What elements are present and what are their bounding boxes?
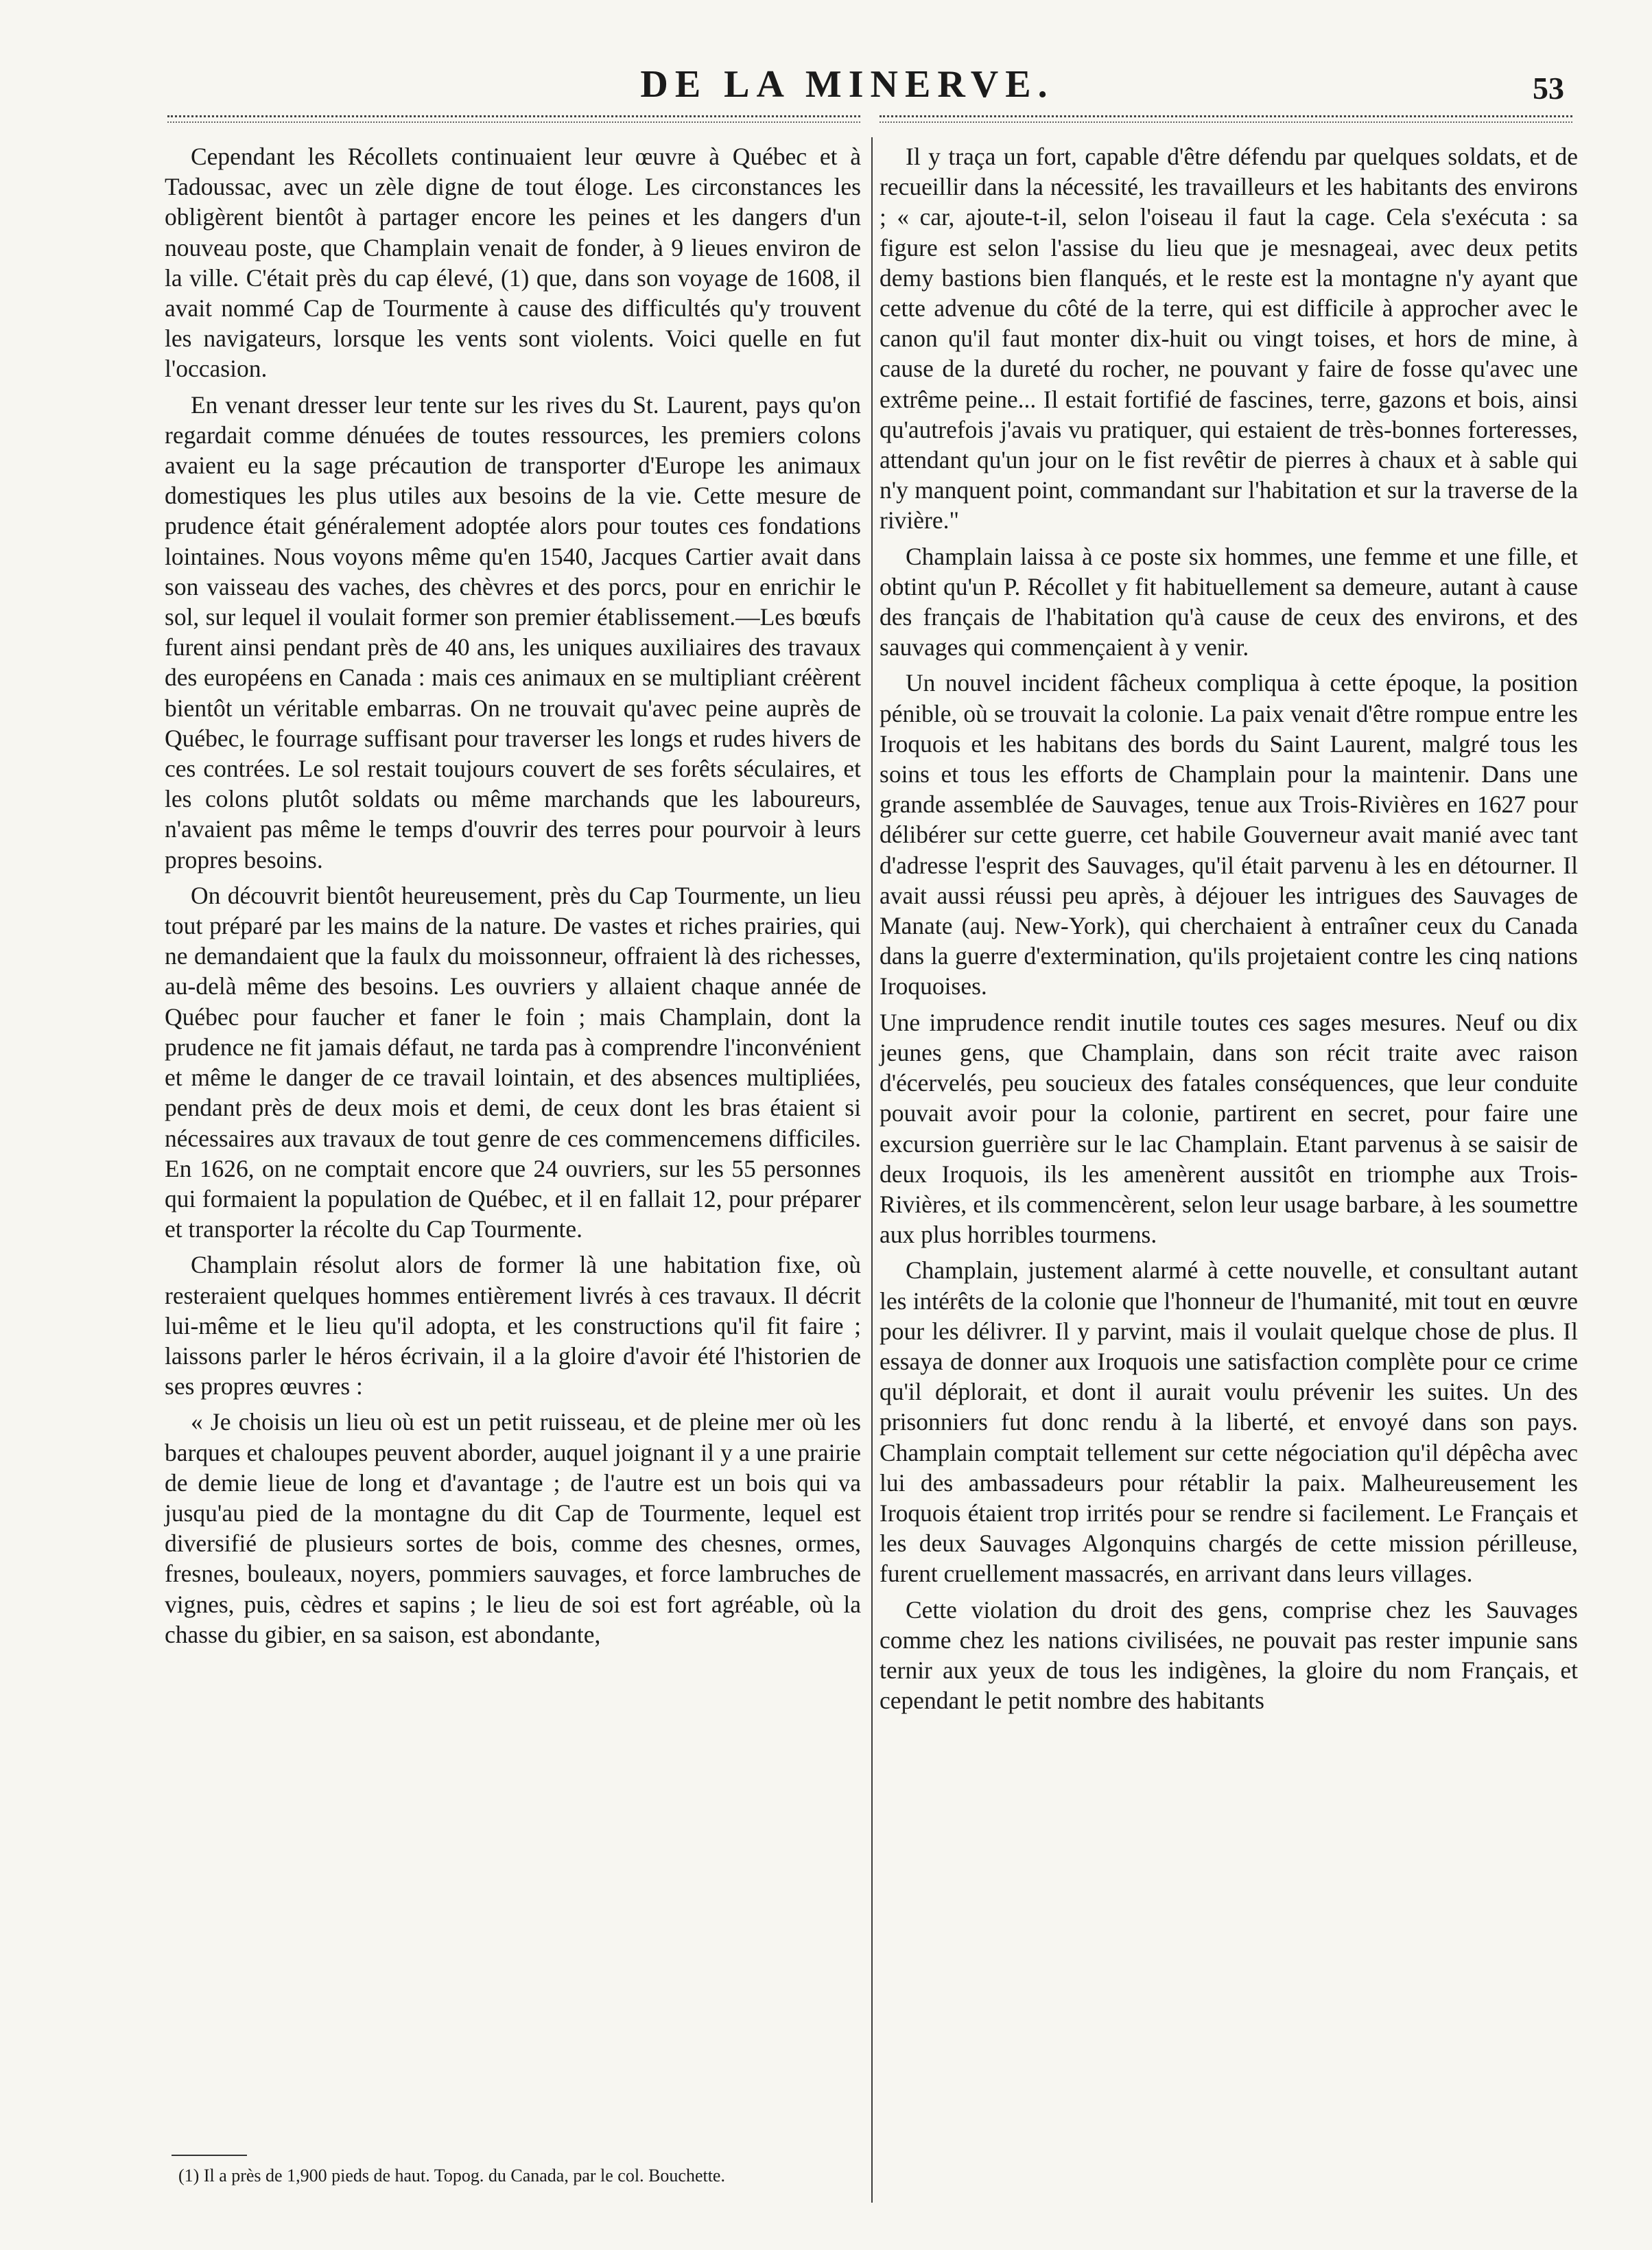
paragraph: En venant dresser leur tente sur les rives du St. Laurent, pays qu'on regardait comme dénuées de toutes ressources, les premiers colons avaient eu la sage précaution de transporter d'Europe les animaux domestiques les plus utiles aux besoins de la vie. Cette mesure de prudence était généralement adoptée alors pour toutes ces fondations lointaines. Nous voyons même qu'en 1540, Jacques Cartier avait dans son vaisseau des vaches, des chèvres et des porcs, pour en enrichir le sol, sur lequel il voulait former son premier établissement.—Les bœufs furent ainsi pendant près de 40 ans, les uniques auxiliaires des travaux des européens en Canada : mais ces animaux en se multipliant créèrent bientôt un véritable embarras. On ne trouvait qu'avec peine auprès de Québec, le fourrage suffisant pour traverser les longs et rudes hivers de ces contrées. Le sol restait toujours couvert de ses forêts séculaires, et les colons plutôt soldats ou même marchands que les laboureurs, n'avaient pas même le temps d'ouvrir des terres pour pourvoir à leurs propres besoins. [165, 390, 861, 874]
footnote: (1) Il a près de 1,900 pieds de haut. Topog. du Canada, par le col. Bouchette. [178, 2166, 725, 2185]
header-rule-right [880, 115, 1572, 123]
paragraph: Cependant les Récollets continuaient leur œuvre à Québec et à Tadoussac, avec un zèle digne de tout éloge. Les circonstances les obligèrent bientôt à partager encore les peines et les dangers d'un nouveau poste, que Champlain venait de fonder, à 9 lieues environ de la ville. C'était près du cap élevé, (1) que, dans son voyage de 1608, il avait nommé Cap de Tourmente à cause des difficultés qu'y trouvent les navigateurs, lorsque les vents sont violents. Voici quelle en fut l'occasion. [165, 143, 861, 383]
paragraph: Champlain laissa à ce poste six hommes, une femme et une fille, et obtint qu'un P. Récollet y fit habituellement sa demeure, autant à cause des français de l'habitation qu'à cause de ceux des environs, et des sauvages qui commençaient à y venir. [880, 542, 1578, 661]
paragraph: On découvrit bientôt heureusement, près du Cap Tourmente, un lieu tout préparé par les mains de la nature. De vastes et riches prairies, qui ne demandaient que la faulx du moissonneur, offraient là des richesses, au-delà même des besoins. Les ouvriers y allaient chaque année de Québec pour faucher et faner le foin ; mais Champlain, dont la prudence ne fit jamais défaut, ne tarda pas à comprendre l'inconvénient et même le danger de ce travail lointain, et des absences multipliées, pendant près de deux mois et demi, de ceux dont les bras étaient si nécessaires aux travaux de tout genre de ces commencemens difficiles. En 1626, on ne comptait encore que 24 ouvriers, sur les 55 personnes qui formaient la population de Québec, et il en fallait 12, pour préparer et transporter la récolte du Cap Tourmente. [165, 881, 861, 1243]
paragraph: Champlain résolut alors de former là une habitation fixe, où resteraient quelques hommes entièrement livrés à ces travaux. Il décrit lui-même et le lieu qu'il adopta, et les constructions qu'il fit faire ; laissons parler le héros écrivain, il a la gloire d'avoir été l'historien de ses propres œuvres : [165, 1251, 861, 1401]
paragraph: Un nouvel incident fâcheux compliqua à cette époque, la position pénible, où se trouvait la colonie. La paix venait d'être rompue entre les Iroquois et les habitans des bords du Saint Laurent, malgré tous les soins et tous les efforts de Champlain pour la maintenir. Dans une grande assemblée de Sauvages, tenue aux Trois-Rivières en 1627 pour délibérer sur cette guerre, cet habile Gouverneur avait manié avec tant d'adresse l'esprit des Sauvages, qu'il était parvenu à les en détourner. Il avait aussi réussi peu après, à déjouer les intrigues des Sauvages de Manate (auj. New-York), qui cherchaient à entraîner ceux du Canada dans la guerre d'extermination, qu'ils projetaient contre les cinq nations Iroquoises. [880, 669, 1578, 1000]
running-header [158, 60, 1564, 108]
right-column [880, 141, 1578, 1721]
footnote-rule [172, 2155, 247, 2156]
left-column [165, 141, 861, 1655]
paragraph: Champlain, justement alarmé à cette nouvelle, et consultant autant les intérêts de la colonie que l'honneur de l'humanité, mit tout en œuvre pour les délivrer. Il y parvint, mais il voulait quelque chose de plus. Il essaya de donner aux Iroquois une satisfaction complète pour ce crime qu'il déplorait, et dont il aurait voulu prévenir les suites. Un des prisonniers fut donc rendu à la liberté, et envoyé dans son pays. Champlain comptait tellement sur cette négociation qu'il dépêcha avec lui des ambassadeurs pour rétablir la paix. Malheureusement les Iroquois étaient trop irrités pour se rendre si facilement. Le Français et les deux Sauvages Algonquins chargés de cette mission périlleuse, furent cruellement massacrés, en arrivant dans leurs villages. [880, 1256, 1578, 1588]
page-number: 53 [1533, 71, 1564, 106]
paragraph: Il y traça un fort, capable d'être défendu par quelques soldats, et de recueillir dans la nécessité, les travailleurs et les habitants des environs ; « car, ajoute-t-il, selon l'oiseau il faut la cage. Cela s'exécuta : sa figure est selon l'assise du lieu que je mesnageai, avec deux petits demy bastions bien flanqués, et le reste est la montagne n'y ayant que cette advenue du côté de la terre, qui est difficile à approcher avec le canon qu'il faut monter dix-huit ou vingt toises, et hors de mine, à cause de la dureté du rocher, ne pouvant y faire de fosse qu'avec une extrême peine... Il estait fortifié de fascines, terre, gazons et bois, ainsi qu'autrefois j'avais vu pratiquer, qui estaient de très-bonnes forteresses, attendant qu'un jour on le fist revêtir de pierres à chaux et à sable qui n'y manquent point, commandant sur l'habitation et sur la traverse de la rivière." [880, 143, 1578, 535]
paragraph: Une imprudence rendit inutile toutes ces sages mesures. Neuf ou dix jeunes gens, que Champlain, dans son récit traite avec raison d'écervelés, peu soucieux des fatales conséquences, que leur conduite pouvait avoir pour la colonie, partirent en secret, pour faire une excursion guerrière sur le lac Champlain. Etant parvenus à se saisir de deux Iroquois, ils les amenèrent aussitôt en triomphe aux Trois-Rivières, et ils commencèrent, selon leur usage barbare, à les soumettre aux plus horribles tourmens. [880, 1008, 1578, 1249]
quotation-paragraph: « Je choisis un lieu où est un petit ruisseau, et de pleine mer où les barques et chaloupes peuvent aborder, auquel joignant il y a une prairie de demie lieue de long et d'avantage ; de l'autre est un bois qui va jusqu'au pied de la montagne du dit Cap de Tourmente, lequel est diversifié de plusieurs sortes de bois, comme des chesnes, ormes, fresnes, bouleaux, noyers, pommiers sauvages, et force lambruches de vignes, puis, cèdres et sapins ; le lieu de soi est fort agréable, où la chasse du gibier, en sa saison, est abondante, [165, 1408, 861, 1648]
header-rule-left [167, 115, 860, 123]
header-title: DE LA MINERVE. [640, 63, 1054, 106]
paragraph: Cette violation du droit des gens, comprise chez les Sauvages comme chez les nations civilisées, ne pouvait pas rester impunie sans ternir aux yeux de tous les indigènes, la gloire du nom Français, et cependant le petit nombre des habitants [880, 1595, 1578, 1715]
column-divider [871, 137, 873, 2203]
